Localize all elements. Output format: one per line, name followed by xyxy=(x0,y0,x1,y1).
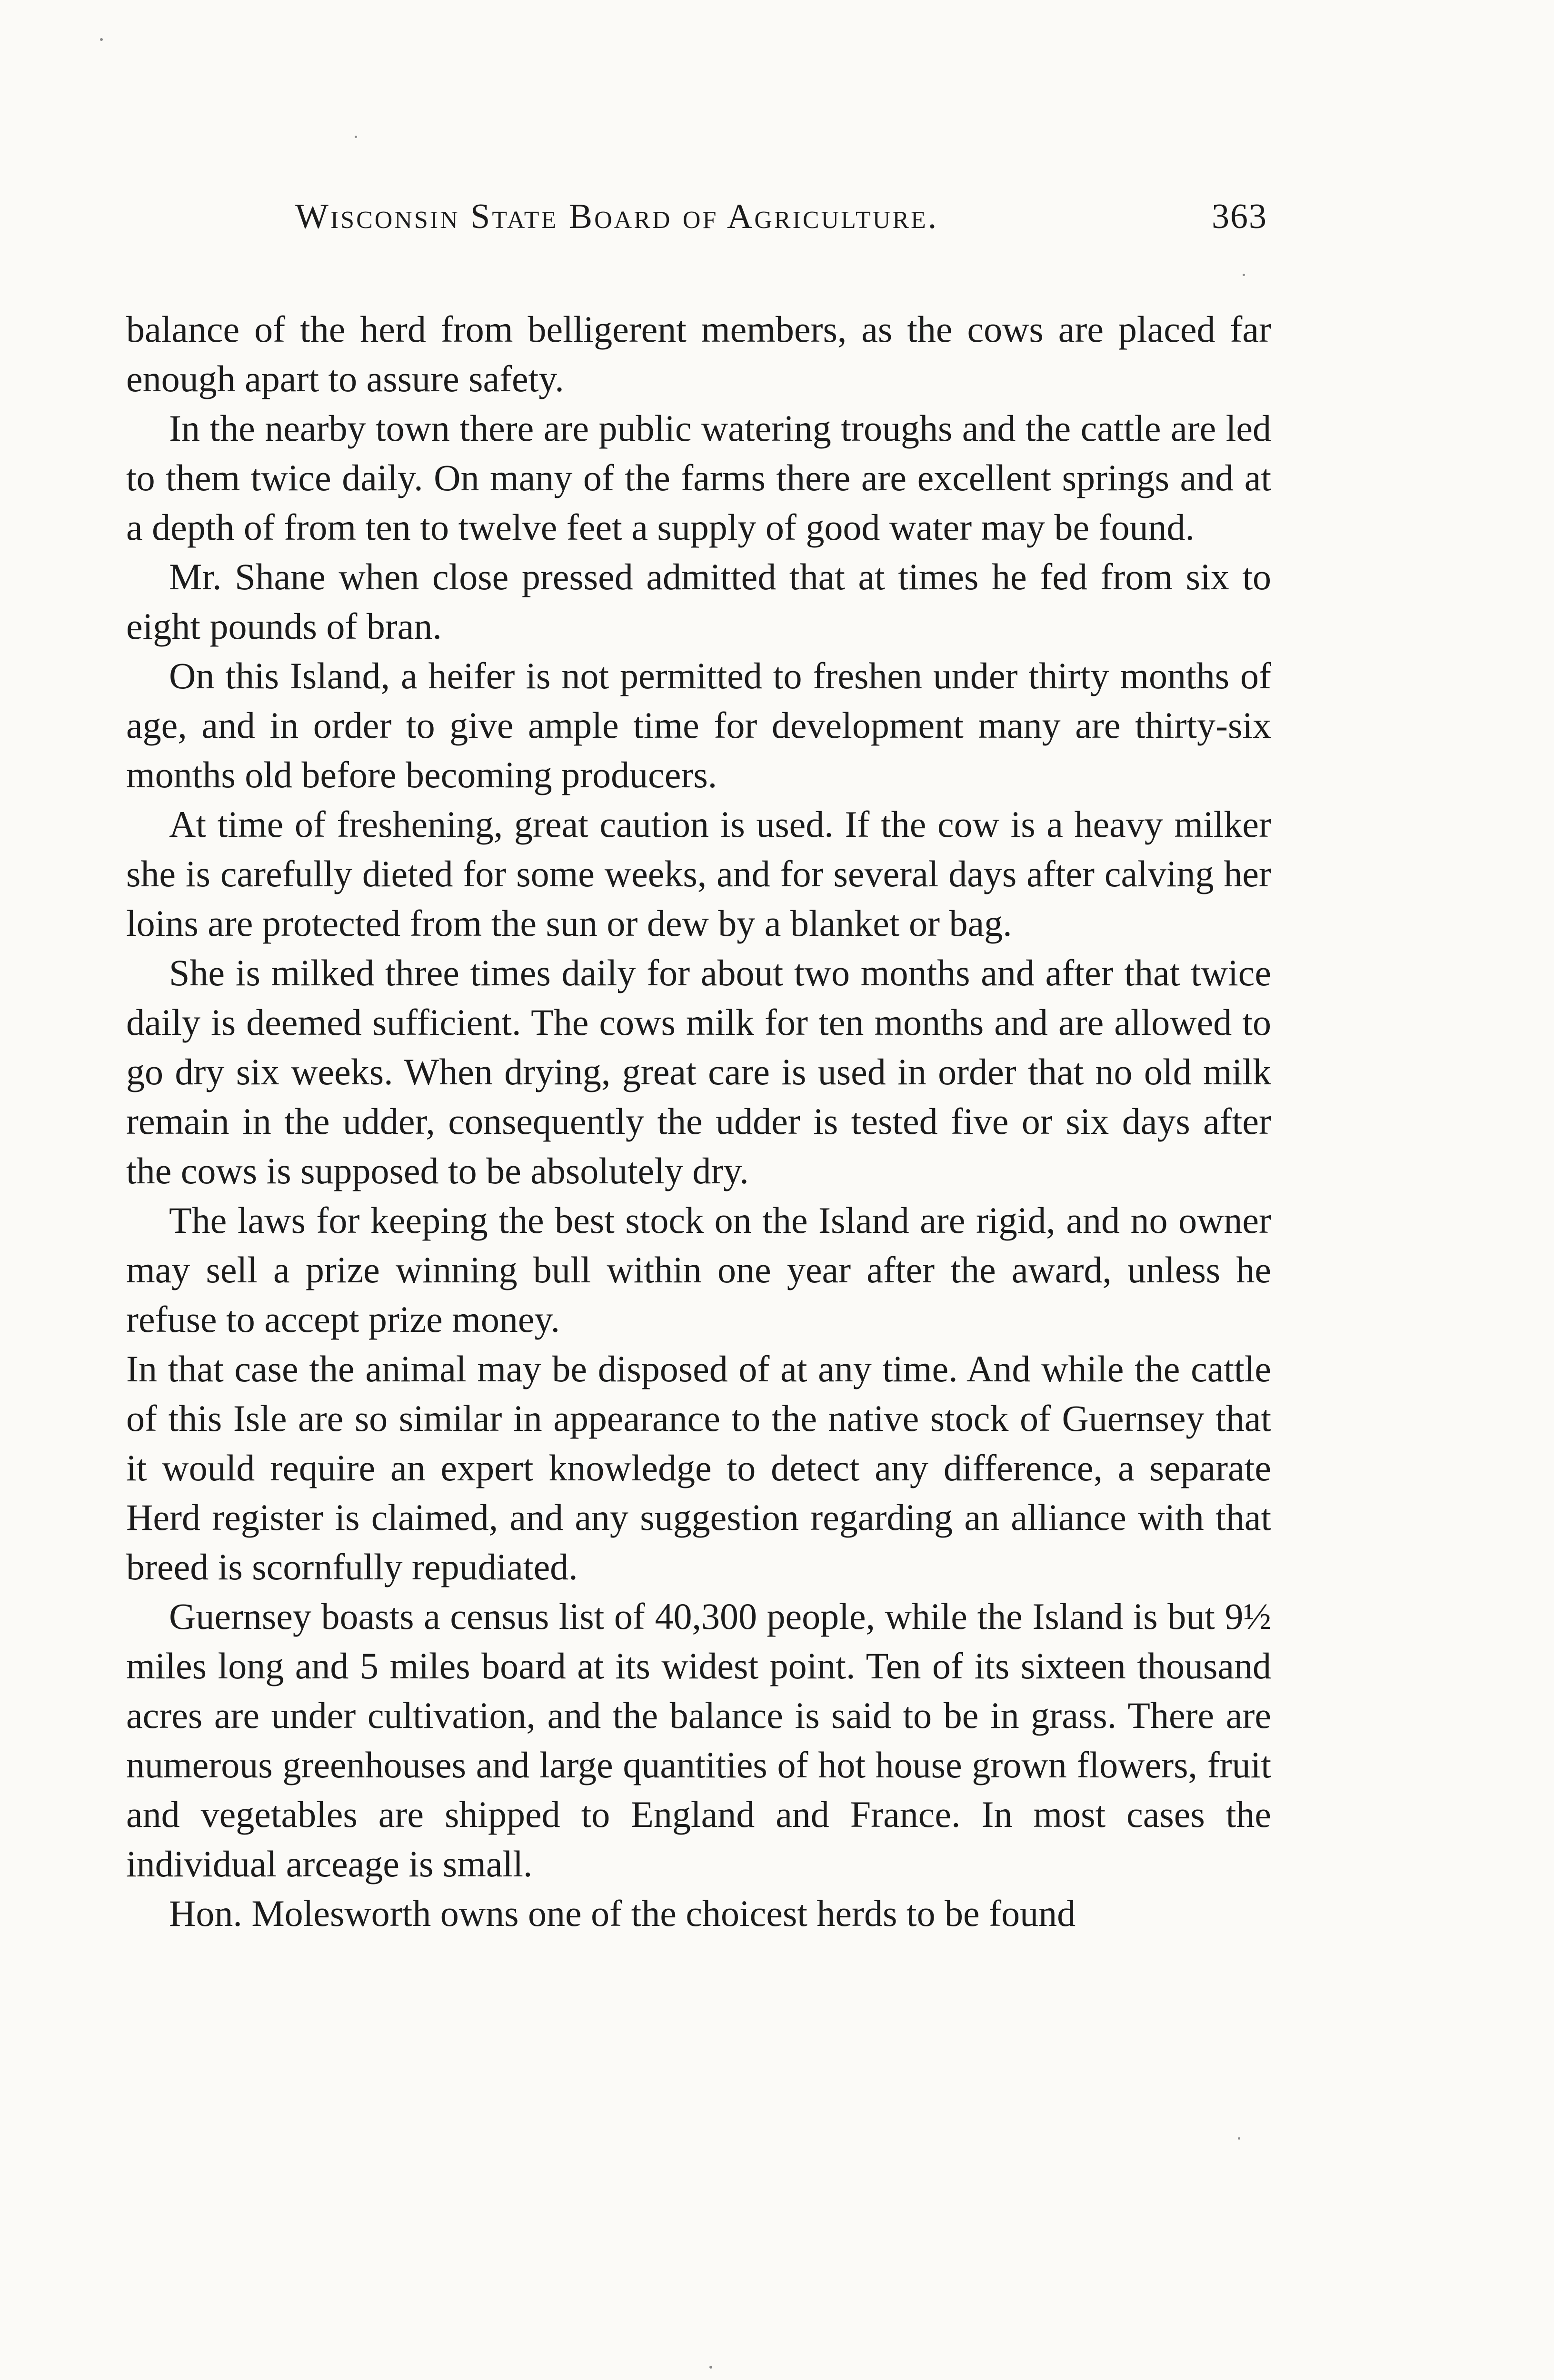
scan-speck xyxy=(1243,274,1245,276)
body-text xyxy=(126,305,1271,1938)
paragraph-10: Hon. Molesworth owns one of the choicest herds to be found xyxy=(169,1893,1076,1934)
paragraph-6: She is milked three times daily for about two months and after that twice daily is deemed sufficient. The cows milk for ten months and are allowed to go dry six weeks. When drying, great care is used in order that no old milk remain in the udder, consequently the udder is tested five or six days after the cows is supposed to be absolutely dry. xyxy=(126,952,1271,1191)
paragraph-8: In that case the animal may be disposed of at any time. And while the cattle of this Isle are so similar in appearance to the native stock of Guernsey that it would require an expert knowledge to detect any difference, a separate Herd register is claimed, and any suggestion regarding an alliance with that breed is scornfully repudiated. xyxy=(126,1348,1271,1587)
scan-speck xyxy=(709,2366,712,2369)
paragraph-2: In the nearby town there are public watering troughs and the cattle are led to them twice daily. On many of the farms there are excellent springs and at a depth of from ten to twelve feet a supply of good water may be found. xyxy=(126,407,1271,548)
paragraph-3: Mr. Shane when close pressed admitted that at times he fed from six to eight pounds of bran. xyxy=(126,556,1271,647)
running-head-title: Wisconsin State Board of Agriculture. xyxy=(295,197,939,236)
scan-speck xyxy=(1238,2137,1240,2140)
paragraph-5: At time of freshening, great caution is used. If the cow is a heavy milker she is carefully dieted for some weeks, and for several days after calving her loins are protected from the sun or dew by a blanket or bag. xyxy=(126,803,1271,944)
scan-speck xyxy=(355,136,357,138)
paragraph-4: On this Island, a heifer is not permitted to freshen under thirty months of age, and in order to give ample time for development many are thirty-six months old before becoming producers. xyxy=(126,655,1271,795)
paragraph-1: balance of the herd from belligerent members, as the cows are placed far enough apart to assure safety. xyxy=(126,308,1271,399)
scan-speck xyxy=(100,38,103,41)
page-number: 363 xyxy=(1212,197,1267,236)
paragraph-7: The laws for keeping the best stock on the Island are rigid, and no owner may sell a prize winning bull within one year after the award, unless he refuse to accept prize money. xyxy=(126,1200,1271,1340)
paragraph-9: Guernsey boasts a census list of 40,300 people, while the Island is but 9½ miles long and 5 miles board at its widest point. Ten of its sixteen thousand acres are under cultivation, and the balance is said to be in grass. There are numerous greenhouses and large quantities of hot house grown flowers, fruit and vegetables are shipped to England and France. In most cases the individual arceage is small. xyxy=(126,1596,1271,1884)
